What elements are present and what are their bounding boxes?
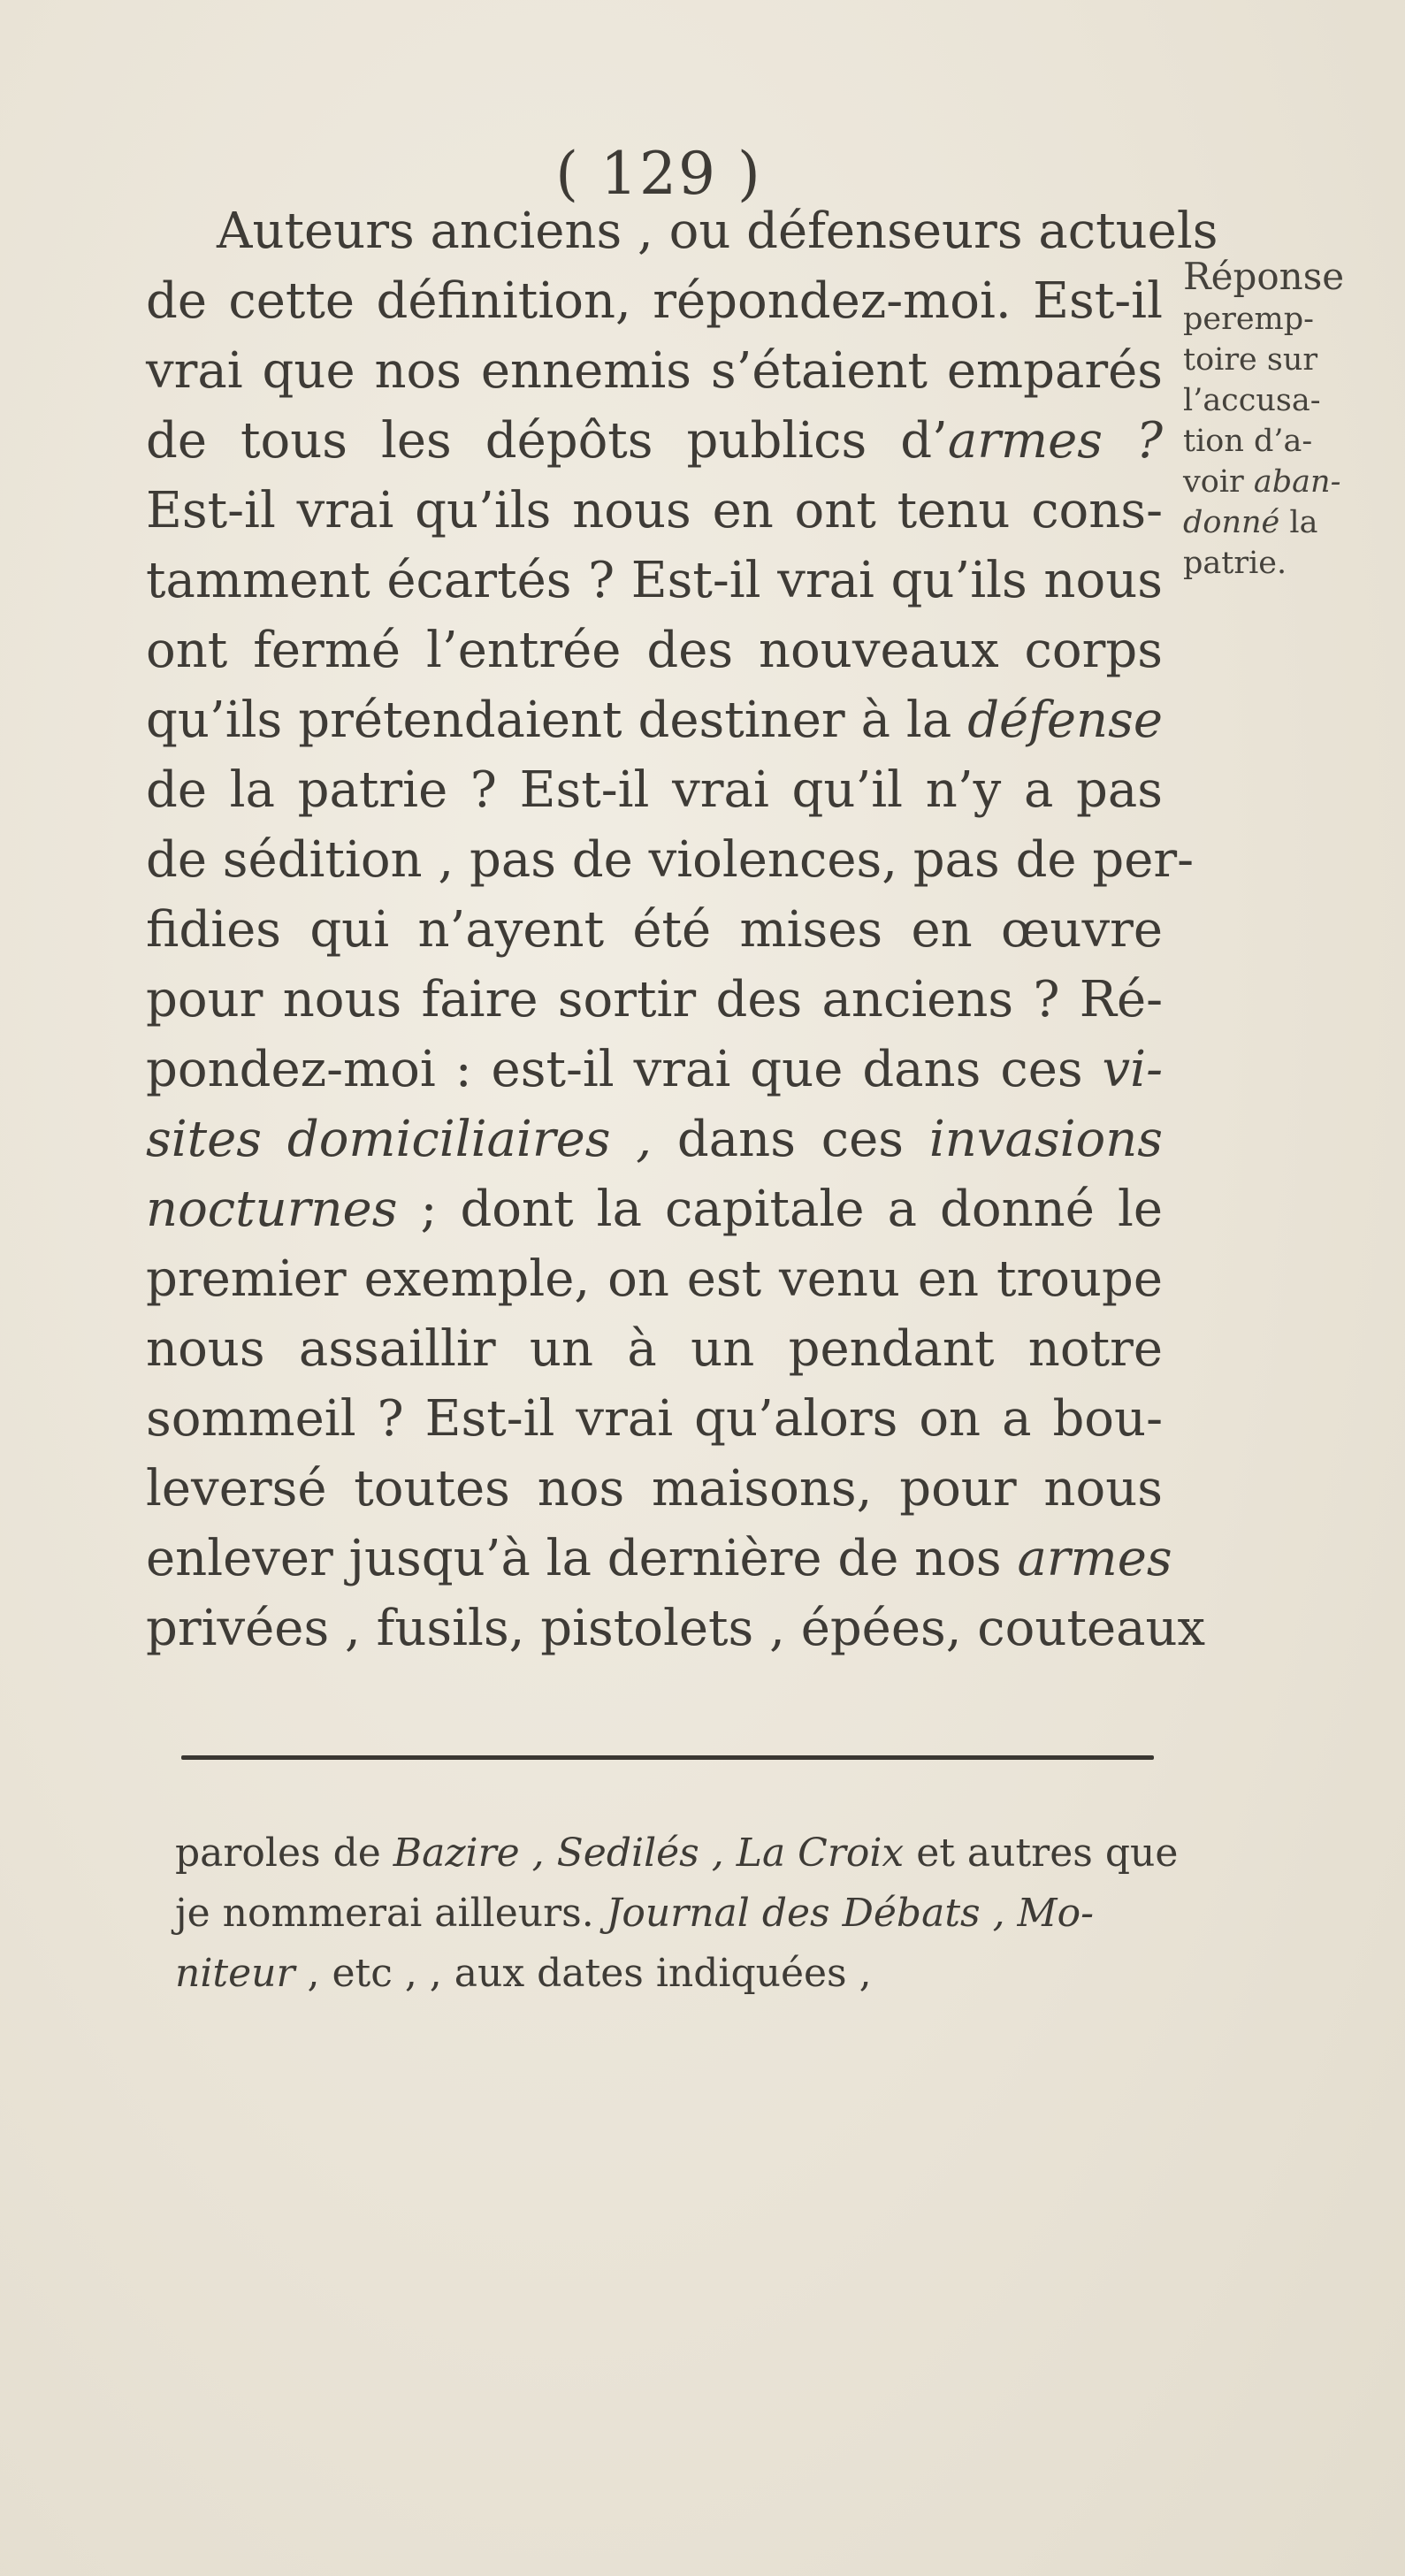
text-segment: pour nous faire sortir des anciens ? Ré- <box>146 971 1163 1028</box>
body-line <box>146 1174 1163 1244</box>
text-segment: toire sur <box>1183 342 1318 378</box>
text-segment: peremp- <box>1183 302 1314 337</box>
body-line <box>146 406 1163 476</box>
text-segment: vrai que nos ennemis s’étaient emparés <box>146 342 1163 400</box>
text-segment: fidies qui n’ayent été mises en œuvre <box>146 901 1163 959</box>
italic-text: Bazire , Sedilés , La Croix <box>393 1831 905 1876</box>
text-segment: de la patrie ? Est-il vrai qu’il n’y a pas <box>146 761 1163 819</box>
margin-note <box>1183 256 1395 584</box>
text-segment: je nommerai ailleurs. <box>175 1891 607 1936</box>
text-segment: de cette définition, répondez-moi. Est-il <box>146 272 1163 330</box>
body-line <box>146 895 1163 965</box>
footnote-rule <box>181 1755 1154 1760</box>
text-segment: ont fermé l’entrée des nouveaux corps <box>146 622 1163 679</box>
margin-note-line <box>1183 340 1395 380</box>
footnote-line <box>175 1944 1157 2004</box>
text-segment: tamment écartés ? Est-il vrai qu’ils nous <box>146 552 1163 609</box>
body-line <box>146 615 1163 685</box>
text-segment: premier exemple, on est venu en troupe <box>146 1250 1163 1308</box>
body-line <box>146 476 1163 546</box>
italic-text: niteur <box>175 1951 295 1996</box>
margin-note-line <box>1183 380 1395 421</box>
italic-text: armes <box>1017 1530 1172 1587</box>
text-segment: nous assaillir un à un pendant notre <box>146 1320 1163 1378</box>
body-line <box>146 1035 1163 1105</box>
text-segment: , etc , , aux dates indiquées , <box>294 1951 872 1996</box>
text-segment: tion d’a- <box>1183 424 1313 459</box>
text-segment: dans ces <box>652 1111 929 1168</box>
text-segment: privées , fusils, pistolets , épées, couteaux <box>146 1600 1206 1657</box>
body-line <box>146 685 1163 755</box>
page-number: ( 129 ) <box>555 140 762 208</box>
text-segment: qu’ils prétendaient destiner à la <box>146 692 968 749</box>
body-line <box>146 825 1195 895</box>
italic-text: vi- <box>1102 1041 1163 1098</box>
text-segment: la <box>1279 505 1318 540</box>
text-segment: ; dont la capitale a donné le <box>397 1181 1163 1238</box>
text-segment: Réponse <box>1183 255 1345 298</box>
body-line <box>146 1384 1163 1454</box>
margin-note-line <box>1183 256 1395 297</box>
body-line <box>146 196 1218 266</box>
text-segment: sommeil ? Est-il vrai qu’alors on a bou- <box>146 1390 1163 1448</box>
italic-text: Journal des Débats , Mo- <box>606 1891 1094 1936</box>
text-segment: Est-il vrai qu’ils nous en ont tenu cons- <box>146 482 1163 539</box>
text-segment: paroles de <box>175 1831 393 1876</box>
body-line <box>146 336 1163 406</box>
margin-note-line <box>1183 421 1395 462</box>
body-line <box>146 1454 1163 1524</box>
italic-text: nocturnes <box>146 1181 398 1238</box>
italic-text: armes ? <box>947 412 1163 470</box>
footnote <box>175 1823 1179 2004</box>
margin-note-line <box>1183 543 1395 584</box>
body-line <box>146 1105 1163 1174</box>
text-segment: pondez-moi : est-il vrai que dans ces <box>146 1041 1103 1098</box>
body-line <box>146 546 1163 615</box>
text-segment: leversé toutes nos maisons, pour nous <box>146 1460 1163 1517</box>
body-line <box>146 1314 1163 1384</box>
margin-note-line <box>1183 462 1395 502</box>
text-segment: enlever jusqu’à la dernière de nos <box>146 1530 1018 1587</box>
body-text <box>146 196 1218 1663</box>
margin-note-line <box>1183 299 1395 340</box>
footnote-line <box>175 1823 1179 1884</box>
text-segment: patrie. <box>1183 546 1287 581</box>
text-segment: de tous les dépôts publics d’ <box>146 412 948 470</box>
body-line <box>146 266 1163 336</box>
body-line <box>146 1244 1163 1314</box>
text-segment: de sédition , pas de violences, pas de per- <box>146 831 1195 889</box>
italic-text: défense <box>967 692 1163 749</box>
italic-text: sites domiciliaires , <box>146 1111 653 1168</box>
text-segment: l’accusa- <box>1183 383 1321 418</box>
text-segment: voir <box>1183 464 1254 500</box>
italic-text: invasions <box>928 1111 1164 1168</box>
body-line <box>146 1524 1172 1594</box>
body-line <box>146 755 1163 825</box>
text-segment: et autres que <box>904 1831 1179 1876</box>
footnote-line <box>175 1884 1157 1944</box>
margin-note-line <box>1183 502 1395 543</box>
italic-text: aban- <box>1253 464 1341 500</box>
body-line <box>146 965 1163 1035</box>
italic-text: donné <box>1183 505 1280 540</box>
body-line <box>146 1594 1206 1663</box>
text-segment: Auteurs anciens , ou défenseurs actuels <box>217 203 1218 260</box>
